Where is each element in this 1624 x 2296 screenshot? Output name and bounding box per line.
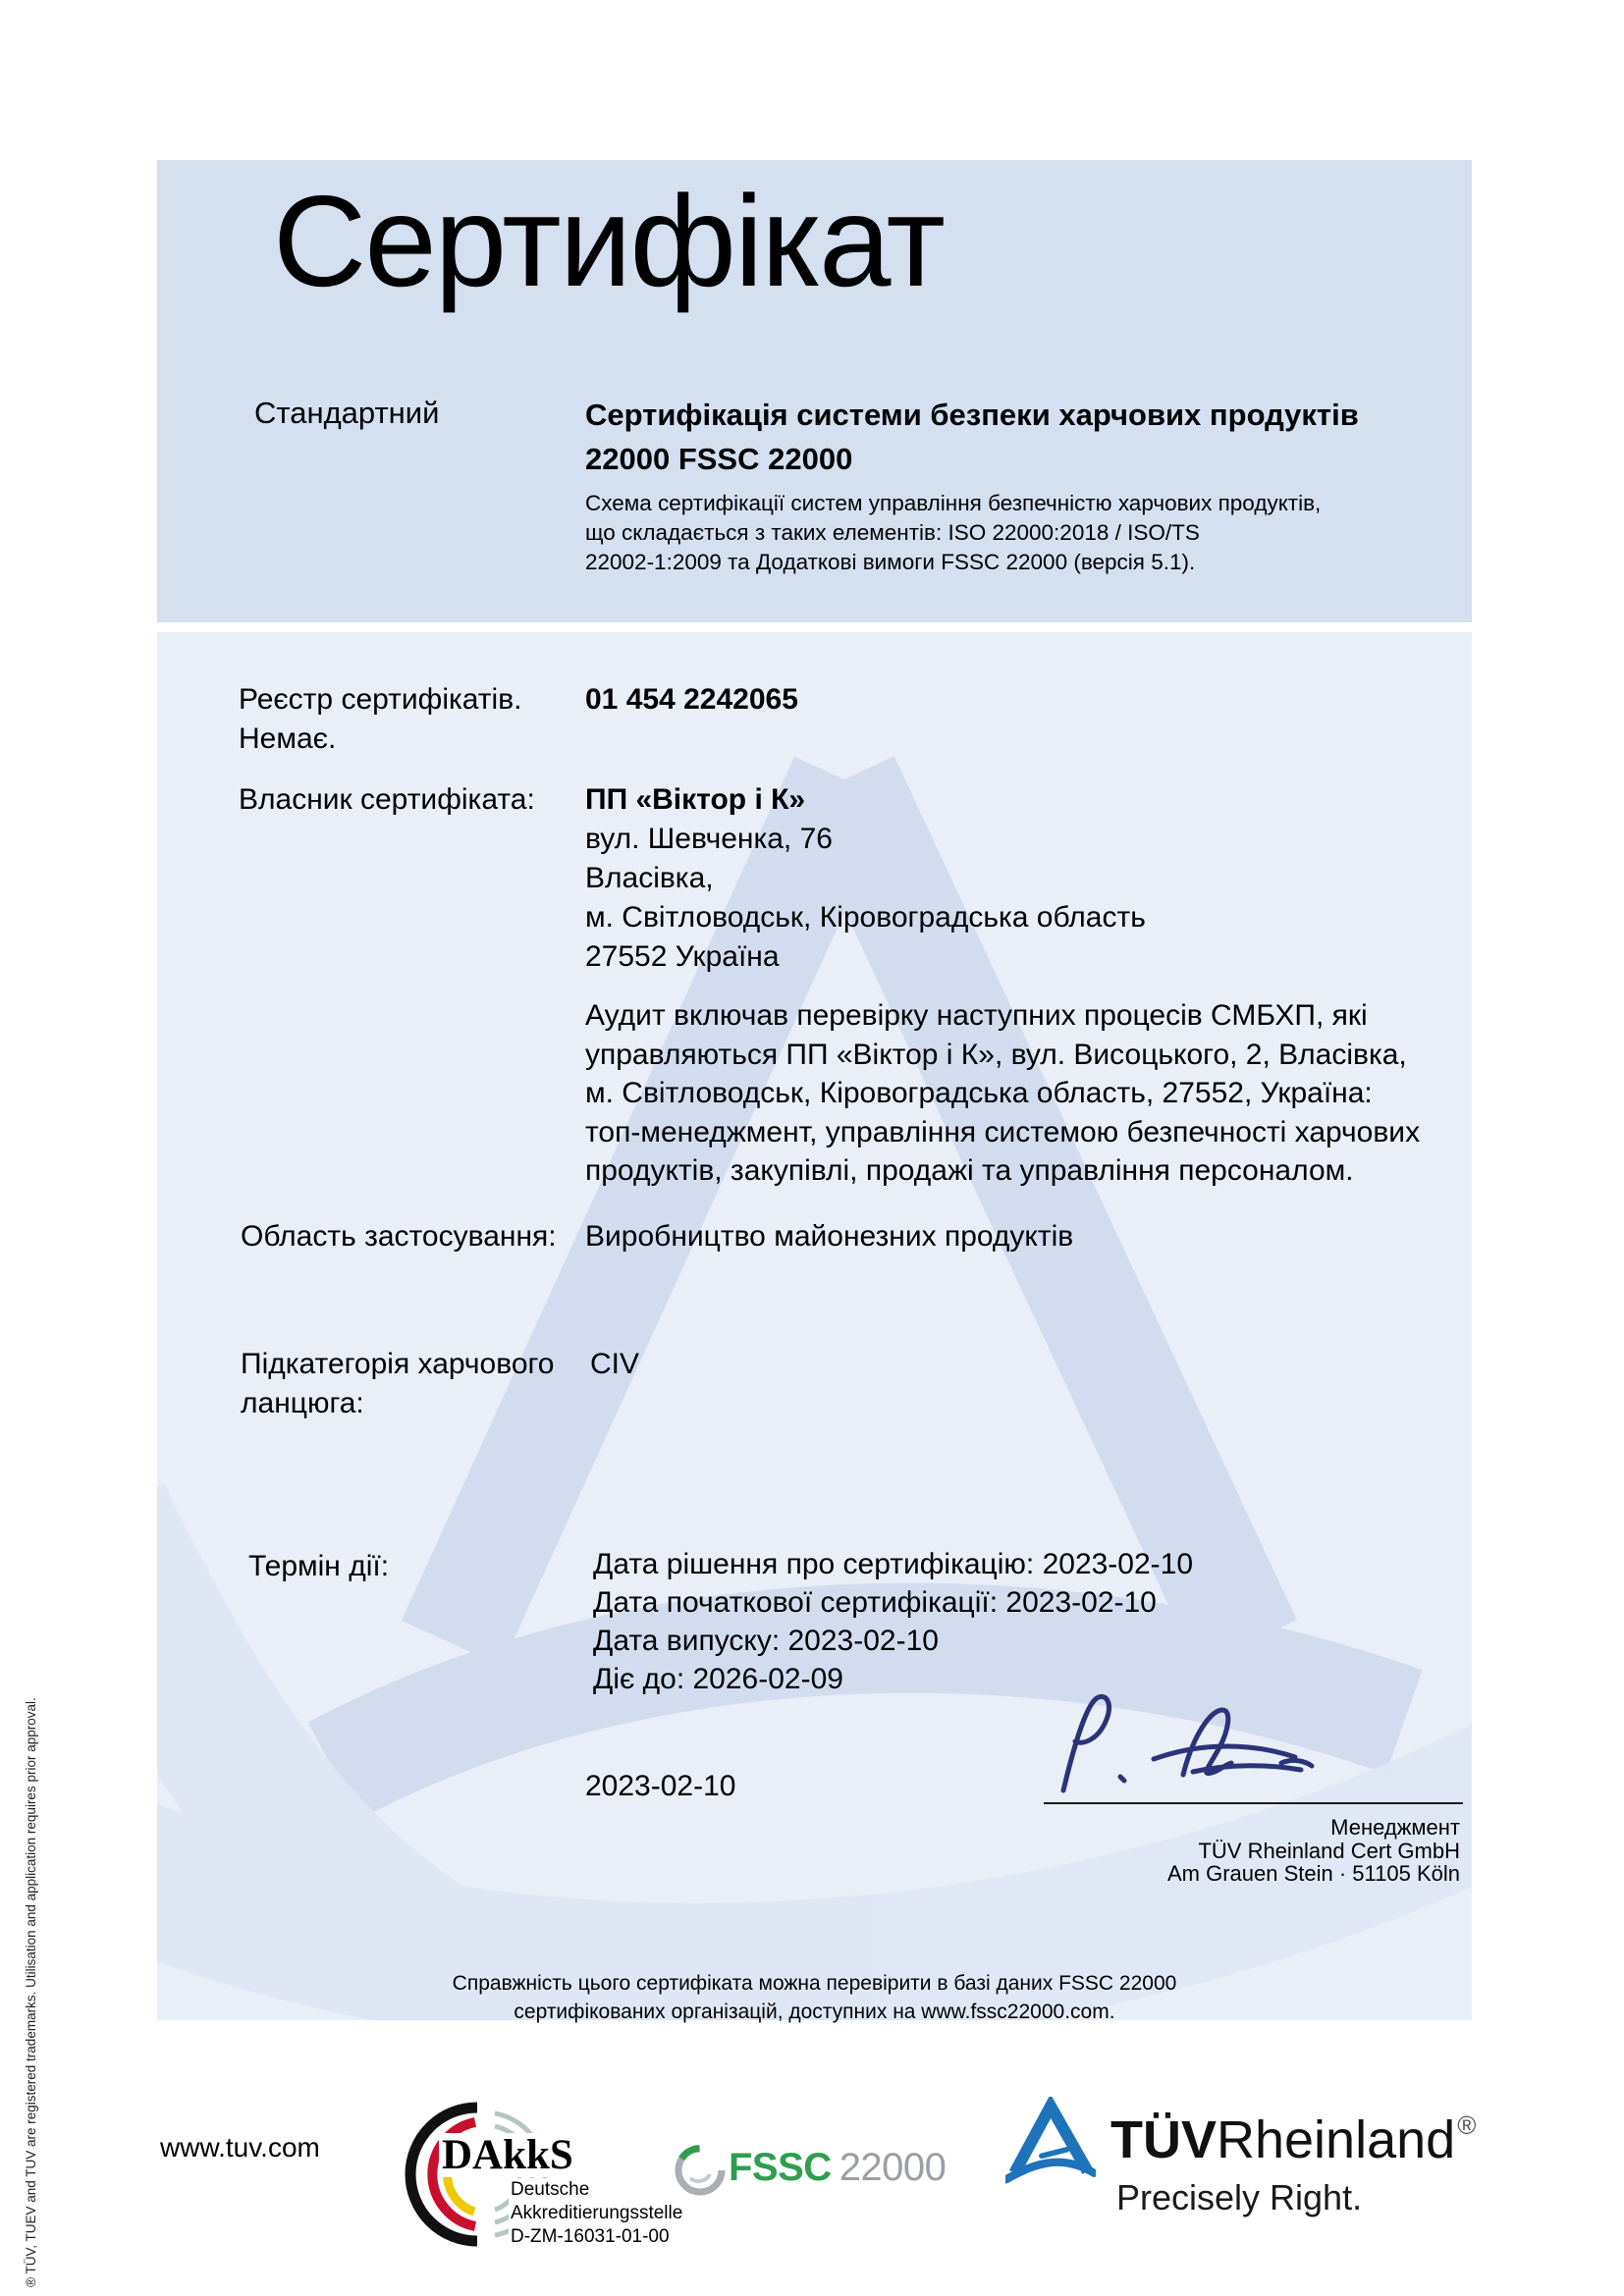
holder-address-line: 27552 Україна (585, 940, 780, 973)
signatory-company: TÜV Rheinland Cert GmbH (1198, 1838, 1460, 1863)
scheme-line: що складається з таких елементів: ISO 22000:2018 / ISO/TS (585, 520, 1200, 545)
holder-address-line: Власівка, (585, 862, 714, 894)
audit-line: м. Світловодськ, Кіровоградська область, 27552, Україна: (585, 1077, 1373, 1109)
registered-trademark-symbol: ® (1457, 2110, 1477, 2140)
issue-date: 2023-02-10 (585, 1770, 736, 1802)
validity-label: Термін дії: (248, 1550, 390, 1582)
fssc-number: 22000 (839, 2146, 947, 2189)
holder-address-line: м. Світловодськ, Кіровоградська область (585, 901, 1146, 934)
validity-line: Діє до: 2026-02-09 (593, 1663, 843, 1695)
signature-image (1036, 1681, 1360, 1800)
tuv-triangle-icon (1005, 2097, 1096, 2187)
audit-paragraph (585, 996, 1420, 1191)
registry-number: 01 454 2242065 (585, 683, 798, 716)
holder-name: ПП «Віктор і К» (585, 783, 806, 816)
subcategory-label-line1: Підкатегорія харчового (241, 1348, 555, 1380)
audit-line: управляються ПП «Віктор і К», вул. Висоцького, 2, Власівка, (585, 1038, 1407, 1071)
trademark-side-note: ® TÜV, TUEV and TUV are registered trademarks. Utilisation and application requires prior approval. (24, 1697, 38, 2287)
validity-line: Дата рішення про сертифікацію: 2023-02-10 (593, 1548, 1194, 1580)
dakks-accreditation-number: D-ZM-16031-01-00 (511, 2226, 670, 2247)
dakks-caption-line2: Akkreditierungsstelle (511, 2203, 683, 2223)
registry-label (239, 680, 522, 759)
tuv-name-bold: TÜV (1110, 2110, 1217, 2169)
validity-line: Дата випуску: 2023-02-10 (593, 1625, 939, 1657)
fssc-wordmark (729, 2146, 946, 2190)
dakks-wordmark: DAkkS (439, 2133, 576, 2177)
standard-heading-line1: Сертифікація системи безпеки харчових продуктів (585, 398, 1359, 432)
audit-line: продуктів, закупівлі, продажі та управління персоналом. (585, 1154, 1354, 1187)
holder-value (585, 780, 1146, 977)
scope-label: Область застосування: (241, 1220, 557, 1253)
verification-note-line1: Справжність цього сертифіката можна перевірити в базі даних FSSC 22000 (452, 1972, 1177, 1995)
scheme-line: Схема сертифікації систем управління безпечністю харчових продуктів, (585, 491, 1322, 515)
registry-label-line2: Немає. (239, 722, 337, 755)
standard-value (585, 393, 1371, 577)
dakks-caption-line1: Deutsche (511, 2179, 590, 2200)
scheme-line: 22002-1:2009 та Додаткові вимоги FSSC 22000 (версія 5.1). (585, 550, 1196, 574)
validity-line: Дата початкової сертифікації: 2023-02-10 (593, 1586, 1157, 1619)
signatory-role: Менеджмент (1330, 1815, 1460, 1840)
subcategory-value: CIV (590, 1348, 640, 1380)
verification-note-line2: сертифікованих організацій, доступних на www.fssc22000.com. (514, 2001, 1115, 2023)
verification-note (157, 1969, 1472, 2026)
signatory-block (969, 1816, 1460, 1886)
holder-address-line: вул. Шевченка, 76 (585, 823, 833, 855)
signatory-address: Am Grauen Stein · 51105 Köln (1167, 1861, 1460, 1886)
audit-line: Аудит включав перевірку наступних процесів СМБХП, які (585, 999, 1368, 1032)
scope-value: Виробництво майонезних продуктів (585, 1220, 1074, 1253)
audit-line: топ-менеджмент, управління системою безпечності харчових (585, 1115, 1421, 1148)
registry-label-line1: Реєстр сертифікатів. (239, 683, 522, 716)
validity-dates (593, 1545, 1193, 1698)
subcategory-label (241, 1345, 554, 1423)
signature-line (1044, 1802, 1463, 1804)
standard-scheme (585, 489, 1371, 577)
standard-heading-line2: 22000 FSSC 22000 (585, 442, 853, 476)
tuv-website-text: www.tuv.com (160, 2132, 320, 2163)
subcategory-label-line2: ланцюга: (241, 1387, 364, 1419)
tuv-tagline: Precisely Right. (1116, 2177, 1363, 2217)
tuv-rheinland-wordmark (1110, 2112, 1476, 2168)
fssc-name: FSSC (729, 2146, 832, 2189)
standard-label: Стандартний (254, 396, 440, 430)
holder-label: Власник сертифіката: (239, 783, 535, 816)
fssc-ring-icon (674, 2144, 727, 2197)
dakks-caption (509, 2178, 684, 2249)
tuv-name-regular: Rheinland (1217, 2110, 1456, 2169)
page-title: Сертифікат (273, 169, 944, 313)
